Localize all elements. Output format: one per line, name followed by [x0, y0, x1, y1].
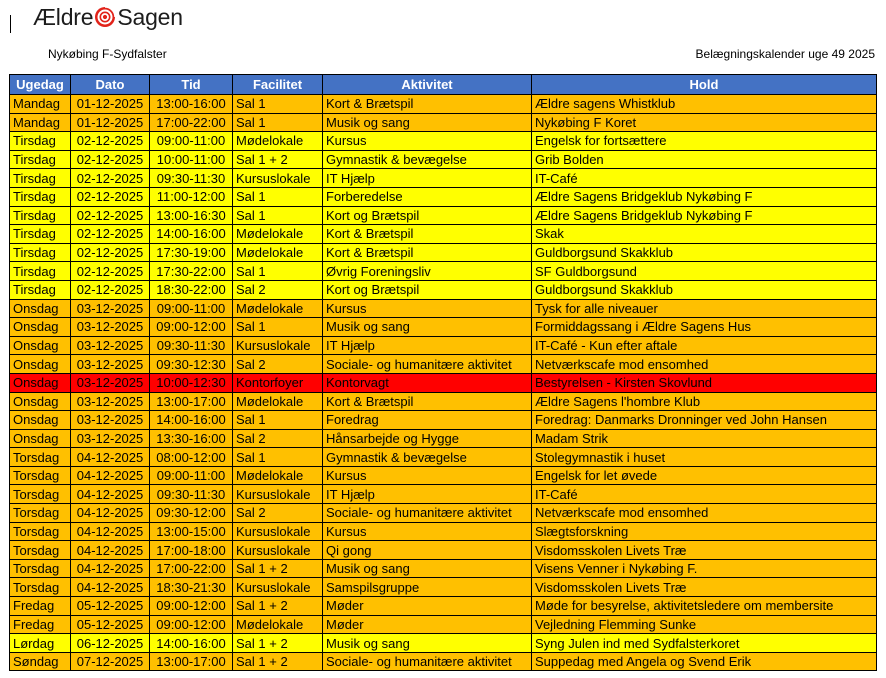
cell-tid: 18:30-21:30 — [150, 578, 233, 597]
table-row — [10, 578, 877, 597]
cell-aktivitet: Kursus — [323, 132, 532, 151]
col-header-dato: Dato — [71, 75, 150, 95]
cell-tid: 09:00-12:00 — [150, 318, 233, 337]
table-row — [10, 559, 877, 578]
table-row — [10, 150, 877, 169]
cell-ugedag: Onsdag — [10, 355, 71, 374]
cell-facilitet: Kursuslokale — [233, 578, 323, 597]
cell-tid: 09:00-12:00 — [150, 597, 233, 616]
cell-ugedag: Onsdag — [10, 299, 71, 318]
cell-ugedag: Torsdag — [10, 541, 71, 560]
table-row — [10, 448, 877, 467]
cell-hold: Grib Bolden — [532, 150, 877, 169]
cell-ugedag: Tirsdag — [10, 262, 71, 281]
cell-hold: IT-Café — [532, 485, 877, 504]
cell-dato: 02-12-2025 — [71, 280, 150, 299]
cell-aktivitet: Kursus — [323, 522, 532, 541]
cell-dato: 03-12-2025 — [71, 355, 150, 374]
cell-ugedag: Onsdag — [10, 318, 71, 337]
cell-facilitet: Sal 1 — [233, 411, 323, 430]
cell-hold: Visdomsskolen Livets Træ — [532, 541, 877, 560]
cell-hold: Ældre Sagens Bridgeklub Nykøbing F — [532, 187, 877, 206]
cell-ugedag: Tirsdag — [10, 280, 71, 299]
logo-text-left: Ældre — [33, 3, 94, 30]
cell-tid: 13:30-16:00 — [150, 429, 233, 448]
cell-dato: 06-12-2025 — [71, 634, 150, 653]
cell-dato: 03-12-2025 — [71, 411, 150, 430]
cell-hold: Møde for besyrelse, aktivitetsledere om membersite — [532, 597, 877, 616]
cell-facilitet: Sal 1 — [233, 448, 323, 467]
table-row — [10, 597, 877, 616]
cell-dato: 03-12-2025 — [71, 373, 150, 392]
cell-dato: 04-12-2025 — [71, 448, 150, 467]
cell-facilitet: Mødelokale — [233, 299, 323, 318]
cell-facilitet: Mødelokale — [233, 225, 323, 244]
cell-facilitet: Mødelokale — [233, 243, 323, 262]
cell-tid: 09:00-11:00 — [150, 132, 233, 151]
table-row — [10, 634, 877, 653]
cell-hold: Foredrag: Danmarks Dronninger ved John Hansen — [532, 411, 877, 430]
cell-facilitet: Kontorfoyer — [233, 373, 323, 392]
table-row — [10, 504, 877, 523]
cell-hold: Netværkscafe mod ensomhed — [532, 504, 877, 523]
cell-tid: 17:00-22:00 — [150, 113, 233, 132]
cell-tid: 17:30-19:00 — [150, 243, 233, 262]
cell-tid: 09:30-11:30 — [150, 485, 233, 504]
table-row — [10, 411, 877, 430]
cell-ugedag: Torsdag — [10, 578, 71, 597]
cell-tid: 13:00-17:00 — [150, 392, 233, 411]
cell-dato: 04-12-2025 — [71, 522, 150, 541]
cell-ugedag: Onsdag — [10, 392, 71, 411]
cell-hold: Visens Venner i Nykøbing F. — [532, 559, 877, 578]
table-row — [10, 392, 877, 411]
table-row — [10, 541, 877, 560]
table-row — [10, 466, 877, 485]
cell-dato: 02-12-2025 — [71, 169, 150, 188]
cell-dato: 04-12-2025 — [71, 541, 150, 560]
text-cursor — [10, 15, 11, 33]
col-header-facilitet: Facilitet — [233, 75, 323, 95]
aeldre-sagen-logo — [33, 3, 183, 31]
cell-tid: 17:00-22:00 — [150, 559, 233, 578]
cell-facilitet: Kursuslokale — [233, 541, 323, 560]
cell-tid: 09:00-11:00 — [150, 299, 233, 318]
cell-tid: 09:30-11:30 — [150, 169, 233, 188]
cell-ugedag: Mandag — [10, 95, 71, 114]
cell-facilitet: Sal 1 + 2 — [233, 652, 323, 671]
cell-facilitet: Sal 1 — [233, 187, 323, 206]
cell-facilitet: Kursuslokale — [233, 485, 323, 504]
cell-dato: 04-12-2025 — [71, 504, 150, 523]
cell-dato: 02-12-2025 — [71, 150, 150, 169]
cell-aktivitet: Øvrig Foreningsliv — [323, 262, 532, 281]
cell-dato: 04-12-2025 — [71, 578, 150, 597]
cell-hold: Guldborgsund Skakklub — [532, 280, 877, 299]
cell-dato: 05-12-2025 — [71, 615, 150, 634]
cell-ugedag: Torsdag — [10, 485, 71, 504]
cell-aktivitet: Qi gong — [323, 541, 532, 560]
cell-aktivitet: Kursus — [323, 466, 532, 485]
cell-aktivitet: Foredrag — [323, 411, 532, 430]
cell-hold: Skak — [532, 225, 877, 244]
cell-hold: Formiddagssang i Ældre Sagens Hus — [532, 318, 877, 337]
cell-tid: 14:00-16:00 — [150, 411, 233, 430]
cell-facilitet: Kursuslokale — [233, 522, 323, 541]
logo-text-right: Sagen — [117, 3, 183, 30]
cell-aktivitet: Kort & Brætspil — [323, 392, 532, 411]
cell-aktivitet: Møder — [323, 597, 532, 616]
table-row — [10, 262, 877, 281]
cell-ugedag: Tirsdag — [10, 206, 71, 225]
cell-facilitet: Sal 1 — [233, 318, 323, 337]
cell-tid: 10:00-12:30 — [150, 373, 233, 392]
cell-hold: Ældre sagens Whistklub — [532, 95, 877, 114]
cell-facilitet: Mødelokale — [233, 466, 323, 485]
cell-aktivitet: Kort og Brætspil — [323, 206, 532, 225]
cell-ugedag: Torsdag — [10, 448, 71, 467]
cell-dato: 02-12-2025 — [71, 225, 150, 244]
cell-aktivitet: Kursus — [323, 299, 532, 318]
cell-hold: Nykøbing F Koret — [532, 113, 877, 132]
cell-ugedag: Lørdag — [10, 634, 71, 653]
table-row — [10, 485, 877, 504]
cell-ugedag: Fredag — [10, 597, 71, 616]
cell-facilitet: Sal 1 — [233, 95, 323, 114]
cell-dato: 05-12-2025 — [71, 597, 150, 616]
cell-facilitet: Kursuslokale — [233, 169, 323, 188]
booking-calendar-table — [9, 74, 877, 671]
cell-aktivitet: Kort & Brætspil — [323, 95, 532, 114]
cell-tid: 09:00-12:00 — [150, 615, 233, 634]
cell-dato: 03-12-2025 — [71, 318, 150, 337]
cell-tid: 09:30-12:30 — [150, 355, 233, 374]
cell-hold: Stolegymnastik i huset — [532, 448, 877, 467]
cell-tid: 13:00-16:30 — [150, 206, 233, 225]
col-header-hold: Hold — [532, 75, 877, 95]
table-row — [10, 615, 877, 634]
table-row — [10, 652, 877, 671]
cell-tid: 11:00-12:00 — [150, 187, 233, 206]
table-row — [10, 95, 877, 114]
table-row — [10, 113, 877, 132]
cell-dato: 02-12-2025 — [71, 243, 150, 262]
cell-hold: IT-Café - Kun efter aftale — [532, 336, 877, 355]
cell-dato: 04-12-2025 — [71, 485, 150, 504]
cell-aktivitet: Musik og sang — [323, 559, 532, 578]
cell-hold: SF Guldborgsund — [532, 262, 877, 281]
cell-aktivitet: Møder — [323, 615, 532, 634]
cell-tid: 13:00-17:00 — [150, 652, 233, 671]
cell-dato: 01-12-2025 — [71, 95, 150, 114]
cell-dato: 02-12-2025 — [71, 132, 150, 151]
cell-dato: 02-12-2025 — [71, 187, 150, 206]
table-row — [10, 225, 877, 244]
cell-ugedag: Fredag — [10, 615, 71, 634]
cell-ugedag: Onsdag — [10, 429, 71, 448]
cell-facilitet: Kursuslokale — [233, 336, 323, 355]
cell-dato: 04-12-2025 — [71, 559, 150, 578]
table-row — [10, 355, 877, 374]
cell-facilitet: Sal 1 — [233, 262, 323, 281]
table-row — [10, 206, 877, 225]
cell-aktivitet: IT Hjælp — [323, 169, 532, 188]
cell-ugedag: Tirsdag — [10, 187, 71, 206]
cell-facilitet: Sal 2 — [233, 280, 323, 299]
cell-tid: 14:00-16:00 — [150, 225, 233, 244]
cell-dato: 03-12-2025 — [71, 392, 150, 411]
cell-ugedag: Onsdag — [10, 373, 71, 392]
cell-dato: 02-12-2025 — [71, 206, 150, 225]
cell-tid: 09:30-12:00 — [150, 504, 233, 523]
cell-facilitet: Sal 1 + 2 — [233, 150, 323, 169]
table-row — [10, 169, 877, 188]
cell-ugedag: Torsdag — [10, 522, 71, 541]
cell-aktivitet: Musik og sang — [323, 113, 532, 132]
cell-hold: IT-Café — [532, 169, 877, 188]
cell-aktivitet: Kort & Brætspil — [323, 225, 532, 244]
cell-hold: Guldborgsund Skakklub — [532, 243, 877, 262]
cell-hold: Ældre Sagens Bridgeklub Nykøbing F — [532, 206, 877, 225]
col-header-aktivitet: Aktivitet — [323, 75, 532, 95]
cell-hold: Tysk for alle niveauer — [532, 299, 877, 318]
table-row — [10, 280, 877, 299]
cell-tid: 17:00-18:00 — [150, 541, 233, 560]
cell-aktivitet: Sociale- og humanitære aktivitet — [323, 355, 532, 374]
cell-dato: 03-12-2025 — [71, 299, 150, 318]
cell-ugedag: Tirsdag — [10, 225, 71, 244]
cell-facilitet: Mødelokale — [233, 392, 323, 411]
table-row — [10, 336, 877, 355]
cell-dato: 07-12-2025 — [71, 652, 150, 671]
cell-aktivitet: Sociale- og humanitære aktivitet — [323, 652, 532, 671]
cell-dato: 03-12-2025 — [71, 429, 150, 448]
cell-hold: Engelsk for fortsættere — [532, 132, 877, 151]
cell-dato: 01-12-2025 — [71, 113, 150, 132]
cell-hold: Ældre Sagens l'hombre Klub — [532, 392, 877, 411]
cell-facilitet: Sal 1 + 2 — [233, 634, 323, 653]
cell-tid: 13:00-16:00 — [150, 95, 233, 114]
cell-aktivitet: IT Hjælp — [323, 485, 532, 504]
cell-ugedag: Mandag — [10, 113, 71, 132]
cell-facilitet: Sal 2 — [233, 429, 323, 448]
cell-facilitet: Mødelokale — [233, 615, 323, 634]
cell-tid: 13:00-15:00 — [150, 522, 233, 541]
cell-aktivitet: Hånsarbejde og Hygge — [323, 429, 532, 448]
cell-aktivitet: Kort og Brætspil — [323, 280, 532, 299]
cell-facilitet: Sal 1 — [233, 113, 323, 132]
cell-dato: 02-12-2025 — [71, 262, 150, 281]
location-label: Nykøbing F-Sydfalster — [48, 47, 167, 61]
col-header-ugedag: Ugedag — [10, 75, 71, 95]
cell-hold: Suppedag med Angela og Svend Erik — [532, 652, 877, 671]
cell-facilitet: Sal 2 — [233, 504, 323, 523]
cell-ugedag: Tirsdag — [10, 169, 71, 188]
cell-facilitet: Sal 1 + 2 — [233, 559, 323, 578]
cell-aktivitet: Kontorvagt — [323, 373, 532, 392]
cell-hold: Madam Strik — [532, 429, 877, 448]
cell-ugedag: Onsdag — [10, 336, 71, 355]
cell-aktivitet: Forberedelse — [323, 187, 532, 206]
cell-tid: 10:00-11:00 — [150, 150, 233, 169]
cell-facilitet: Mødelokale — [233, 132, 323, 151]
cell-hold: Netværkscafe mod ensomhed — [532, 355, 877, 374]
cell-ugedag: Tirsdag — [10, 150, 71, 169]
cell-hold: Slægtsforskning — [532, 522, 877, 541]
cell-ugedag: Tirsdag — [10, 243, 71, 262]
cell-dato: 04-12-2025 — [71, 466, 150, 485]
cell-aktivitet: Gymnastik & bevægelse — [323, 150, 532, 169]
cell-ugedag: Torsdag — [10, 466, 71, 485]
calendar-title: Belægningskalender uge 49 2025 — [695, 47, 875, 61]
cell-tid: 17:30-22:00 — [150, 262, 233, 281]
cell-ugedag: Søndag — [10, 652, 71, 671]
table-row — [10, 373, 877, 392]
cell-aktivitet: Samspilsgruppe — [323, 578, 532, 597]
cell-aktivitet: Musik og sang — [323, 634, 532, 653]
cell-hold: Syng Julen ind med Sydfalsterkoret — [532, 634, 877, 653]
table-row — [10, 243, 877, 262]
table-row — [10, 522, 877, 541]
cell-aktivitet: Kort & Brætspil — [323, 243, 532, 262]
table-header-row — [10, 75, 877, 95]
cell-hold: Bestyrelsen - Kirsten Skovlund — [532, 373, 877, 392]
cell-tid: 14:00-16:00 — [150, 634, 233, 653]
cell-tid: 18:30-22:00 — [150, 280, 233, 299]
cell-tid: 09:00-11:00 — [150, 466, 233, 485]
table-row — [10, 318, 877, 337]
cell-ugedag: Tirsdag — [10, 132, 71, 151]
cell-hold: Visdomsskolen Livets Træ — [532, 578, 877, 597]
cell-aktivitet: Sociale- og humanitære aktivitet — [323, 504, 532, 523]
logo-swirl-icon — [94, 6, 116, 28]
cell-facilitet: Sal 2 — [233, 355, 323, 374]
table-row — [10, 187, 877, 206]
cell-facilitet: Sal 1 — [233, 206, 323, 225]
cell-aktivitet: Gymnastik & bevægelse — [323, 448, 532, 467]
cell-facilitet: Sal 1 + 2 — [233, 597, 323, 616]
cell-tid: 09:30-11:30 — [150, 336, 233, 355]
cell-dato: 03-12-2025 — [71, 336, 150, 355]
cell-tid: 08:00-12:00 — [150, 448, 233, 467]
cell-hold: Vejledning Flemming Sunke — [532, 615, 877, 634]
col-header-tid: Tid — [150, 75, 233, 95]
table-row — [10, 429, 877, 448]
table-row — [10, 132, 877, 151]
cell-ugedag: Torsdag — [10, 504, 71, 523]
cell-hold: Engelsk for let øvede — [532, 466, 877, 485]
cell-aktivitet: Musik og sang — [323, 318, 532, 337]
cell-aktivitet: IT Hjælp — [323, 336, 532, 355]
table-row — [10, 299, 877, 318]
cell-ugedag: Onsdag — [10, 411, 71, 430]
cell-ugedag: Torsdag — [10, 559, 71, 578]
